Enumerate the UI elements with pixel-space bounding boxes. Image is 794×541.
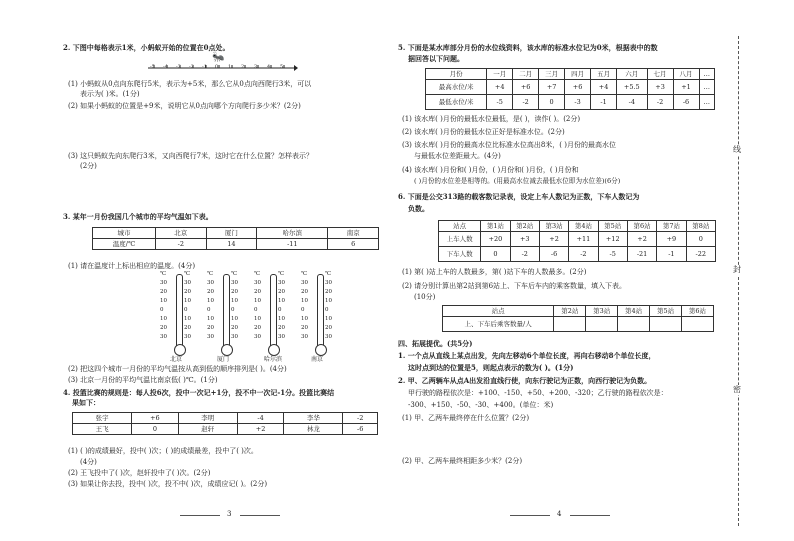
thermometer-scale-label: ℃	[278, 271, 285, 277]
table-cell: 0	[539, 95, 565, 110]
thermometer[interactable]	[160, 272, 200, 362]
thermometer[interactable]	[254, 272, 294, 362]
table-cell: -3	[565, 95, 591, 110]
s4-q2c: -300、+150、-50、-30、+400。(单位：米)	[408, 401, 554, 409]
table-header-cell: 八月	[673, 69, 699, 80]
thermometer-scale-label: 10	[184, 298, 191, 304]
reservoir-table	[425, 68, 715, 110]
table-cell: +5.5	[617, 80, 648, 95]
table-header-cell: 第6站	[682, 306, 714, 317]
thermometer-scale-label: 30	[254, 334, 261, 340]
passenger-fill-table	[442, 305, 714, 332]
number-line-tick-label: -2	[189, 64, 194, 70]
table-cell[interactable]	[554, 317, 586, 332]
table-header-cell: 第3站	[539, 221, 568, 232]
page-number-left: 3	[227, 510, 232, 518]
thermometer-scale-label: 20	[325, 289, 332, 295]
temp-harbin: -11	[257, 239, 328, 250]
player-score: +2	[237, 424, 284, 435]
thermometer-scale-label: 0	[254, 307, 258, 313]
thermometer-scale-label: 30	[254, 280, 261, 286]
table-cell: 0	[686, 232, 715, 247]
thermometer-scale-label: ℃	[301, 271, 308, 277]
table-cell: +3	[510, 232, 539, 247]
table-header-cell: 月份	[426, 69, 487, 80]
thermometer-scale-label: 30	[301, 280, 308, 286]
table-cell: +4	[487, 80, 513, 95]
table-header-cell: 第4站	[569, 221, 598, 232]
table-cell: +11	[569, 232, 598, 247]
player-score: -4	[237, 413, 284, 424]
thermometer-scale-label: 10	[160, 298, 167, 304]
thermometer-scale-label: ℃	[160, 271, 167, 277]
table-cell[interactable]	[682, 317, 714, 332]
thermometer-scale-label: 10	[160, 316, 167, 322]
q5-p4b: ( )月份的水位差是相等的。(用最高水位减去最低水位即为水位差)(6分)	[414, 177, 621, 185]
thermometer-scale-label: 30	[184, 334, 191, 340]
table-cell: …	[699, 80, 715, 95]
thermometer-scale-label: 0	[301, 307, 305, 313]
number-line-tick-label: -3	[176, 64, 181, 70]
table-row	[426, 95, 715, 110]
thermometer-scale-label: 0	[278, 307, 282, 313]
table-cell: -1	[591, 95, 617, 110]
table-header-cell: 第2站	[554, 306, 586, 317]
thermometer-bulb	[315, 344, 327, 356]
thermometer-scale-label: 20	[184, 289, 191, 295]
thermometer-scale-label: 10	[231, 316, 238, 322]
player-score: 0	[132, 424, 179, 435]
number-line-tick-label: -5	[150, 64, 155, 70]
q3-title: 3. 某年一月份我国几个城市的平均气温如下表。	[63, 212, 213, 221]
binding-line	[738, 36, 739, 526]
table-cell: +2	[627, 232, 656, 247]
table-header-cell: 五月	[591, 69, 617, 80]
thermometer[interactable]	[207, 272, 247, 362]
table-cell: +2	[539, 232, 568, 247]
thermometer-scale-label: 30	[278, 334, 285, 340]
table-header-cell: 第7站	[657, 221, 686, 232]
number-line-tick-label: -1	[202, 64, 207, 70]
table-cell: +4	[591, 80, 617, 95]
thermometer-scale-label: 10	[207, 298, 214, 304]
ant-icon: 🐜	[212, 52, 225, 63]
table-cell: -21	[627, 247, 656, 262]
side-char-feng: 封	[733, 265, 741, 274]
thermometer-city: 哈尔滨	[264, 356, 283, 363]
thermometer-scale-label: ℃	[325, 271, 332, 277]
thermometer-scale-label: 30	[278, 280, 285, 286]
table-header-cell: 第3站	[586, 306, 618, 317]
th-beijing: 北京	[156, 228, 207, 239]
thermometer-scale-label: 30	[231, 334, 238, 340]
table-cell: -22	[686, 247, 715, 262]
table-header-cell: 七月	[647, 69, 673, 80]
table-cell: -2	[513, 95, 539, 110]
q6-title-b: 负数。	[408, 204, 429, 213]
table-header-cell: 站点	[439, 221, 481, 232]
q5-p4a: (4) 该水库( )月份和( )月份，( )月份和( )月份，( )月份和	[402, 166, 579, 174]
table-cell[interactable]	[650, 317, 682, 332]
table-cell: -2	[510, 247, 539, 262]
player-name: 张宇	[73, 413, 132, 424]
q5-title-a: 5. 下面是某水库部分月份的水位线资料，该水库的标准水位记为0米，根据表中的数	[398, 43, 658, 52]
thermometer-scale-label: 10	[301, 316, 308, 322]
number-line-tick-label: 0	[215, 64, 219, 70]
table-header-cell: 第6站	[627, 221, 656, 232]
player-name: 李明	[178, 413, 237, 424]
s4-q1a: 1. 一个点从直线上某点出发，先向左移动6个单位长度，再向右移动8个单位长度，	[398, 351, 656, 360]
q4-title-b: 果如下：	[72, 398, 100, 407]
q2-p2: (2) 如果小蚂蚁的位置是+9米，说明它从0点向哪个方向爬行多少米？(2分)	[68, 102, 301, 110]
player-name: 赵轩	[178, 424, 237, 435]
thermometer-scale-label: 20	[231, 289, 238, 295]
thermometer-scale-label: 20	[160, 325, 167, 331]
thermometer-scale-label: 10	[207, 316, 214, 322]
s4-p1: (1) 甲、乙两车最终停在什么位置？(2分)	[402, 414, 530, 422]
thermometer-bulb	[174, 344, 186, 356]
table-cell: …	[699, 95, 715, 110]
table-cell: +3	[647, 80, 673, 95]
q2-p1a: (1) 小蚂蚁从0点向东爬行5米，表示为+5米，那么它从0点向西爬行3米，可以	[68, 80, 312, 88]
s4-q2a: 2. 甲、乙两辆车从点A出发沿直线行使，向东行驶记为正数，向西行驶记为负数。	[398, 376, 652, 385]
s4-p2: (2) 甲、乙两车最终相距多少米？(2分)	[402, 457, 523, 465]
table-cell: +1	[673, 80, 699, 95]
thermometer-scale-label: 10	[184, 316, 191, 322]
thermometer-scale-label: 20	[278, 325, 285, 331]
player-name: 林龙	[284, 424, 343, 435]
thermometer-scale-label: 30	[325, 280, 332, 286]
thermometer-scale-label: 10	[254, 316, 261, 322]
thermometer-scale-label: 0	[325, 307, 329, 313]
table-header-cell: 三月	[539, 69, 565, 80]
q5-p3b: 与最低水位差距最大。(4分)	[414, 152, 501, 160]
table-header-cell: 第1站	[481, 221, 510, 232]
number-line-tick-label: 3	[254, 64, 258, 70]
row-temp-label: 温度/℃	[93, 239, 156, 250]
thermometer-tube	[317, 274, 324, 348]
thermometer-scale-label: ℃	[254, 271, 261, 277]
table-header-cell: 二月	[513, 69, 539, 80]
thermometer-scale-label: ℃	[184, 271, 191, 277]
th-xiamen: 厦门	[206, 228, 257, 239]
q4-title-a: 4. 投篮比赛的规则是：每人投6次，投中一次记+1分，投不中一次记-1分。投篮比赛结	[63, 388, 335, 397]
table-cell: 下车人数	[439, 247, 481, 262]
q2-p3a: (3) 这只蚂蚁先向东爬行3米，又向西爬行7米，这时它在什么位置？怎样表示？	[68, 152, 314, 160]
thermometer-tube	[223, 274, 230, 348]
q3-p3: (3) 北京一月份的平均气温比南京低( )℃。(1分)	[68, 376, 218, 384]
thermometer-scale-label: 10	[301, 298, 308, 304]
th-city: 城市	[93, 228, 156, 239]
table-cell: -5	[598, 247, 627, 262]
thermometer-scale-label: 20	[301, 289, 308, 295]
q5-title-b: 据回答以下问题。	[408, 54, 464, 63]
thermometer-scale-label: 20	[207, 325, 214, 331]
q6-p1: (1) 第( )站上车的人数最多，第( )站下车的人数最多。(2分)	[402, 268, 587, 276]
q4-p2: (2) 王飞投中了( )次，赵轩投中了( )次。(2分)	[68, 469, 211, 477]
table-row	[426, 80, 715, 95]
s4-q1b: 这时点到达的位置是5，则起点表示的数为( )。(1分)	[408, 363, 574, 372]
table-cell: +20	[481, 232, 510, 247]
table-header-cell: 六月	[617, 69, 648, 80]
thermometer-scale-label: 0	[160, 307, 164, 313]
number-line-tick-label: 5	[280, 64, 284, 70]
thermometer[interactable]	[301, 272, 341, 362]
thermometer-city: 南京	[311, 356, 324, 363]
q5-p3a: (3) 该水库( )月份的最高水位比标准水位高出8米，( )月份的最高水位	[402, 141, 616, 149]
thermometer-scale-label: 20	[301, 325, 308, 331]
thermometer-scale-label: 10	[325, 316, 332, 322]
table-cell: +6	[565, 80, 591, 95]
thermometer-scale-label: 20	[254, 289, 261, 295]
bus-table	[438, 220, 716, 262]
thermometer-scale-label: ℃	[231, 271, 238, 277]
table-cell: +6	[513, 80, 539, 95]
number-line-tick-label: 2	[241, 64, 245, 70]
table-cell: +12	[598, 232, 627, 247]
thermometer-scale-label: 30	[207, 334, 214, 340]
q4-p1a: (1) ( )的成绩最好，投中( )次；( )的成绩最差，投中了( )次。	[68, 447, 258, 455]
table-header-cell: 四月	[565, 69, 591, 80]
table-cell[interactable]	[618, 317, 650, 332]
side-char-xian: 线	[733, 145, 741, 154]
table-cell: +9	[657, 232, 686, 247]
table-cell: 最低水位/米	[426, 95, 487, 110]
table-header-cell: 第5站	[598, 221, 627, 232]
thermometer-scale-label: 30	[184, 280, 191, 286]
q3-p2: (2) 把这四个城市一月份的平均气温按从高到低的顺序排列是( )。(4分)	[68, 365, 287, 373]
table-header-cell: 第2站	[510, 221, 539, 232]
table-header-cell: …	[699, 69, 715, 80]
q6-title-a: 6. 下面是公交313路的载客数记录表，设定上车人数记为正数，下车人数记为	[398, 192, 640, 201]
thermometer-scale-label: 30	[301, 334, 308, 340]
thermometer-scale-label: 20	[278, 289, 285, 295]
thermometer-tube	[176, 274, 183, 348]
s4-q2b: 甲行驶的路程依次是：+100、-150、+50、+200、-320；乙行驶的路程依次是：	[408, 389, 668, 397]
thermometer-scale-label: 10	[325, 298, 332, 304]
thermometer-scale-label: 30	[207, 280, 214, 286]
table-cell: -6	[673, 95, 699, 110]
q6-p2b: (10分)	[414, 293, 436, 301]
table-row	[439, 232, 716, 247]
table-row	[439, 247, 716, 262]
q2-title: 2. 下图中每格表示1米，小蚂蚁开始的位置在0点处。	[63, 43, 230, 52]
thermometer-scale-label: 10	[278, 316, 285, 322]
thermometer-scale-label: 0	[207, 307, 211, 313]
table-header-cell: 第8站	[686, 221, 715, 232]
table-cell: -1	[657, 247, 686, 262]
table-header-cell: 第4站	[618, 306, 650, 317]
table-row	[443, 317, 714, 332]
player-score: -2	[343, 413, 378, 424]
q3-p1: (1) 请在温度计上标出相应的温度。(4分)	[68, 262, 196, 270]
table-cell: 最高水位/米	[426, 80, 487, 95]
thermometer-bulb	[221, 344, 233, 356]
thermometer-group	[160, 272, 360, 362]
q2-p1b: 表示为( )米。(1分)	[80, 90, 140, 98]
number-line-tick-label: -4	[163, 64, 168, 70]
thermometer-scale-label: 0	[231, 307, 235, 313]
table-cell: -4	[617, 95, 648, 110]
thermometer-scale-label: 30	[325, 334, 332, 340]
thermometer-scale-label: 10	[278, 298, 285, 304]
s4-title: 四、拓展提优。(共5分)	[398, 339, 473, 348]
thermometer-scale-label: 30	[160, 280, 167, 286]
number-line-labels	[148, 64, 298, 80]
table-cell: +7	[539, 80, 565, 95]
table-header-cell: 站点	[443, 306, 554, 317]
thermometer-scale-label: 20	[254, 325, 261, 331]
thermometer-scale-label: 20	[160, 289, 167, 295]
thermometer-bulb	[268, 344, 280, 356]
thermometer-scale-label: 30	[160, 334, 167, 340]
thermometer-city: 厦门	[217, 356, 230, 363]
thermometer-tube	[270, 274, 277, 348]
thermometer-city: 北京	[170, 356, 183, 363]
player-score: -6	[343, 424, 378, 435]
th-nanjing: 南京	[328, 228, 379, 239]
thermometer-scale-label: 30	[231, 280, 238, 286]
temp-nanjing: 6	[328, 239, 379, 250]
thermometer-scale-label: 20	[184, 325, 191, 331]
number-line-tick-label: 4	[267, 64, 271, 70]
side-char-mi: 密	[733, 385, 741, 394]
thermometer-scale-label: 10	[254, 298, 261, 304]
page-number-right: 4	[557, 510, 562, 518]
table-cell[interactable]	[586, 317, 618, 332]
thermometer-scale-label: 20	[325, 325, 332, 331]
q4-p1b: (4分)	[80, 458, 97, 466]
q6-p2a: (2) 请分别计算出第2站到第6站上、下车后车内的乘客数量，填入下表。	[402, 282, 627, 290]
thermometer-scale-label: 20	[207, 289, 214, 295]
thermometer-scale-label: 20	[231, 325, 238, 331]
q4-p3: (3) 如果让你去投，投中( )次，投不中( )次，成绩应记( )。(2分)	[68, 480, 268, 488]
q5-p2: (2) 该水库( )月份的最低水位正好是标准水位。(2分)	[402, 128, 565, 136]
player-name: 李华	[284, 413, 343, 424]
temp-beijing: -2	[156, 239, 207, 250]
number-line-tick-label: 1	[228, 64, 232, 70]
q2-p3b: (2分)	[80, 162, 97, 170]
table-cell: 上车人数	[439, 232, 481, 247]
thermometer-scale-label: 0	[184, 307, 188, 313]
table-cell: 上、下车后乘客数量/人	[443, 317, 554, 332]
table-cell: 0	[481, 247, 510, 262]
player-score: +6	[132, 413, 179, 424]
table-header-cell: 第5站	[650, 306, 682, 317]
table-cell: -2	[569, 247, 598, 262]
th-harbin: 哈尔滨	[257, 228, 328, 239]
table-cell: -5	[487, 95, 513, 110]
table-header-cell: 一月	[487, 69, 513, 80]
temp-xiamen: 14	[206, 239, 257, 250]
player-name: 王飞	[73, 424, 132, 435]
q5-p1: (1) 该水库( )月份的最低水位最低，是( )，读作( )。(2分)	[402, 115, 581, 123]
table-cell: -2	[647, 95, 673, 110]
table-cell: -6	[539, 247, 568, 262]
thermometer-scale-label: 10	[231, 298, 238, 304]
city-temp-table	[92, 227, 379, 250]
basketball-table	[72, 412, 378, 435]
thermometer-scale-label: ℃	[207, 271, 214, 277]
